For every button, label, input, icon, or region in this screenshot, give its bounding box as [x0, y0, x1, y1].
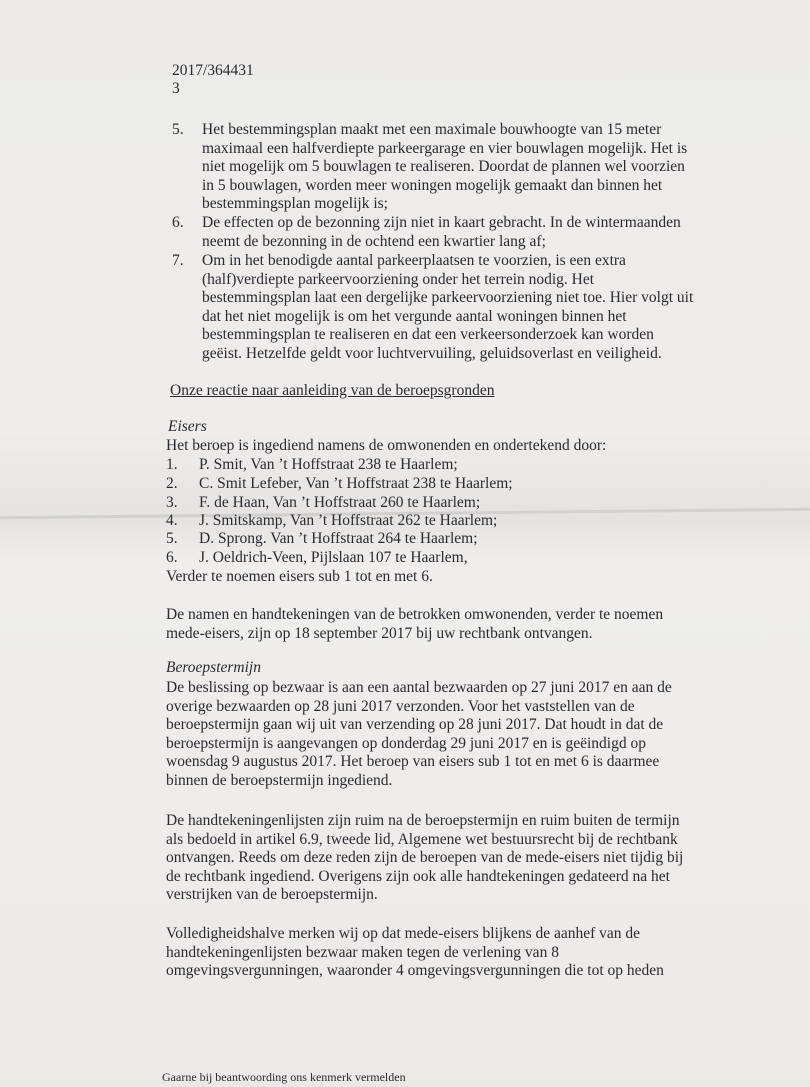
signer-item: [166, 475, 513, 494]
signer-number: 1.: [166, 456, 178, 473]
footer-note: Gaarne bij beantwoording ons kenmerk vermelden: [162, 1070, 406, 1084]
beroepstermijn-paragraph-3: [166, 925, 664, 981]
page-number: 3: [172, 80, 180, 97]
section-heading: Onze reactie naar aanleiding van de beroepsgronden: [170, 382, 495, 399]
item-text: [202, 214, 681, 251]
text-line: bestemmingsplan mogelijk is;: [202, 195, 388, 213]
item-text: [202, 252, 693, 364]
text-line: ontvangen. Reeds om deze reden zijn de beroepen van de mede-eisers niet tijdig bij: [166, 849, 684, 867]
reference-number: 2017/364431: [172, 62, 254, 79]
text-line: beroepstermijn gaan wij uit van verzending op 28 juni 2017. Dat houdt in dat de: [166, 716, 664, 734]
eisers-paragraph: [166, 606, 663, 643]
text-line: in 5 bouwlagen, worden meer woningen mogelijk gemaakt dan binnen het: [202, 176, 663, 194]
signer-text: F. de Haan, Van ’t Hoffstraat 260 te Haarlem;: [199, 494, 481, 511]
signer-number: 3.: [166, 494, 178, 511]
text-line: geëist. Hetzelfde geldt voor luchtvervuiling, geluidsoverlast en veiligheid.: [202, 344, 662, 362]
text-line: bestemmingsplan te realiseren en dat een verkeersonderzoek kan worden: [202, 326, 654, 344]
beroepstermijn-paragraph-2: [166, 812, 683, 905]
signer-text: D. Sprong. Van ’t Hoffstraat 264 te Haarlem;: [199, 530, 478, 547]
text-line: De handtekeningenlijsten zijn ruim na de beroepstermijn en ruim buiten de termijn: [166, 812, 680, 829]
signer-text: C. Smit Lefeber, Van ’t Hoffstraat 238 te Haarlem;: [199, 475, 513, 492]
signer-text: J. Oeldrich-Veen, Pijlslaan 107 te Haarlem,: [199, 549, 468, 566]
text-line: beroepstermijn is aangevangen op donderdag 29 juni 2017 en is geëindigd op: [166, 734, 646, 752]
eisers-title: Eisers: [168, 418, 207, 435]
signer-item: [166, 549, 468, 568]
item-number: 6.: [172, 214, 184, 231]
signer-item: [166, 494, 480, 513]
item-number: 7.: [172, 252, 184, 269]
text-line: De effecten op de bezonning zijn niet in kaart gebracht. In de wintermaanden: [202, 214, 681, 231]
text-line: dat het niet mogelijk is om het vergunde aantal woningen binnen het: [202, 307, 627, 325]
text-line: De beslissing op bezwaar is aan een aantal bezwaarden op 27 juni 2017 en aan de: [166, 679, 672, 696]
item-text: [202, 121, 687, 214]
signer-item: [166, 512, 497, 531]
text-line: verstrijken van de beroepstermijn.: [166, 886, 378, 904]
text-line: maximaal een halfverdiepte parkeergarage en vier bouwlagen mogelijk. Het is: [202, 139, 688, 157]
text-line: Om in het benodigde aantal parkeerplaatsen te voorzien, is een extra: [202, 252, 626, 269]
eisers-closing: Verder te noemen eisers sub 1 tot en met 6.: [166, 568, 433, 585]
text-line: de rechtbank ingediend. Overigens zijn ook alle handtekeningen gedateerd na het: [166, 867, 670, 885]
beroepstermijn-title: Beroepstermijn: [166, 659, 261, 676]
item-number: 5.: [172, 121, 184, 138]
text-line: woensdag 9 augustus 2017. Het beroep van eisers sub 1 tot en met 6 is daarmee: [166, 753, 660, 771]
text-line: (half)verdiepte parkeervoorziening onder het terrein nodig. Het: [202, 270, 595, 288]
text-line: mede-eisers, zijn op 18 september 2017 bij uw rechtbank ontvangen.: [166, 624, 593, 642]
text-line: Volledigheidshalve merken wij op dat mede-eisers blijkens de aanhef van de: [166, 925, 641, 942]
text-line: niet mogelijk om 5 bouwlagen te realiseren. Doordat de plannen wel voorzien: [202, 158, 685, 176]
signer-item: [166, 530, 478, 549]
signer-number: 5.: [166, 530, 178, 547]
beroepstermijn-paragraph-1: [166, 679, 672, 791]
text-line: overige bezwaarden op 28 juni 2017 verzonden. Voor het vaststellen van de: [166, 697, 635, 715]
text-line: als bedoeld in artikel 6.9, tweede lid, Algemene wet bestuursrecht bij de rechtbank: [166, 830, 678, 848]
signer-text: P. Smit, Van ’t Hoffstraat 238 te Haarlem;: [199, 456, 458, 473]
text-line: Het bestemmingsplan maakt met een maximale bouwhoogte van 15 meter: [202, 121, 662, 138]
signer-item: [166, 456, 458, 475]
text-line: De namen en handtekeningen van de betrokken omwonenden, verder te noemen: [166, 606, 664, 623]
text-line: omgevingsvergunningen, waaronder 4 omgevingsvergunningen die tot op heden: [166, 962, 664, 980]
signer-number: 4.: [166, 512, 178, 529]
text-line: neemt de bezonning in de ochtend een kwartier lang af;: [202, 232, 546, 250]
text-line: binnen de beroepstermijn ingediend.: [166, 771, 393, 789]
document-header: [172, 62, 254, 98]
signer-text: J. Smitskamp, Van ’t Hoffstraat 262 te Haarlem;: [199, 512, 498, 529]
eisers-intro: Het beroep is ingediend namens de omwonenden en ondertekend door:: [166, 437, 607, 454]
text-line: bestemmingsplan laat een dergelijke parkeervoorziening niet toe. Hier volgt uit: [202, 289, 694, 307]
signer-number: 6.: [166, 549, 178, 566]
signer-number: 2.: [166, 475, 178, 492]
text-line: handtekeningenlijsten bezwaar maken tegen de verlening van 8: [166, 943, 559, 961]
